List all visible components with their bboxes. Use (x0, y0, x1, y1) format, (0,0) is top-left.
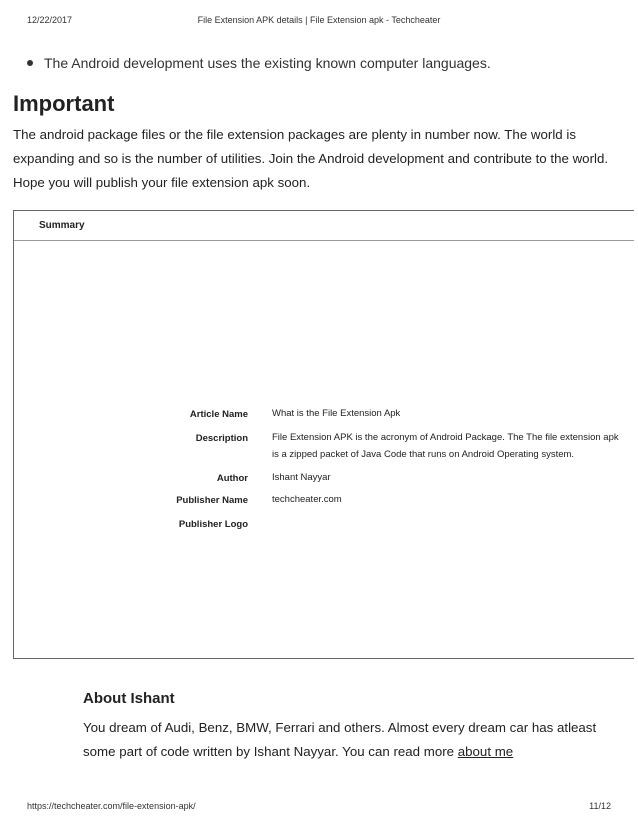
print-title: File Extension APK details | File Extension apk - Techcheater (197, 15, 441, 25)
print-url: https://techcheater.com/file-extension-apk/ (27, 801, 196, 811)
page-number: 11/12 (589, 801, 611, 811)
about-text: You dream of Audi, Benz, BMW, Ferrari and others. Almost every dream car has atleast some part of code written by Ishant Nayyar. You can read more (83, 720, 597, 759)
about-paragraph (83, 716, 623, 764)
summary-header (14, 211, 634, 241)
summary-label: Summary (39, 220, 85, 231)
summary-key: Publisher Name (176, 495, 248, 506)
cut-off-line (27, 764, 617, 773)
summary-box (13, 210, 634, 659)
summary-key: Author (216, 473, 248, 484)
summary-key: Publisher Logo (178, 519, 248, 530)
summary-key: Article Name (189, 409, 248, 420)
print-header (0, 15, 638, 29)
print-footer (0, 801, 638, 815)
important-paragraph: The android package files or the file extension packages are plenty in number now. The world is expanding and so is the number of utilities. Join the Android development and contribute to the world. Hope you will publish your file extension apk soon. (13, 127, 609, 190)
cut-off-bullet-item (27, 44, 617, 72)
about-me-link[interactable]: about me (457, 744, 514, 759)
important-heading: Important (13, 91, 115, 116)
summary-value: techcheater.com (272, 494, 342, 505)
summary-value: Ishant Nayyar (272, 472, 331, 483)
summary-value: What is the File Extension Apk (272, 408, 401, 419)
bullet-icon (27, 60, 33, 66)
print-date: 12/22/2017 (27, 15, 73, 25)
summary-value: File Extension APK is the acronym of Android Package. The The file extension apk is a zipped packet of Java Code that runs on Android Operating system. (272, 432, 619, 460)
bullet-text: The Android development uses the existing known computer languages. (44, 55, 491, 71)
summary-key: Description (195, 433, 248, 444)
about-heading: About Ishant (83, 690, 175, 707)
